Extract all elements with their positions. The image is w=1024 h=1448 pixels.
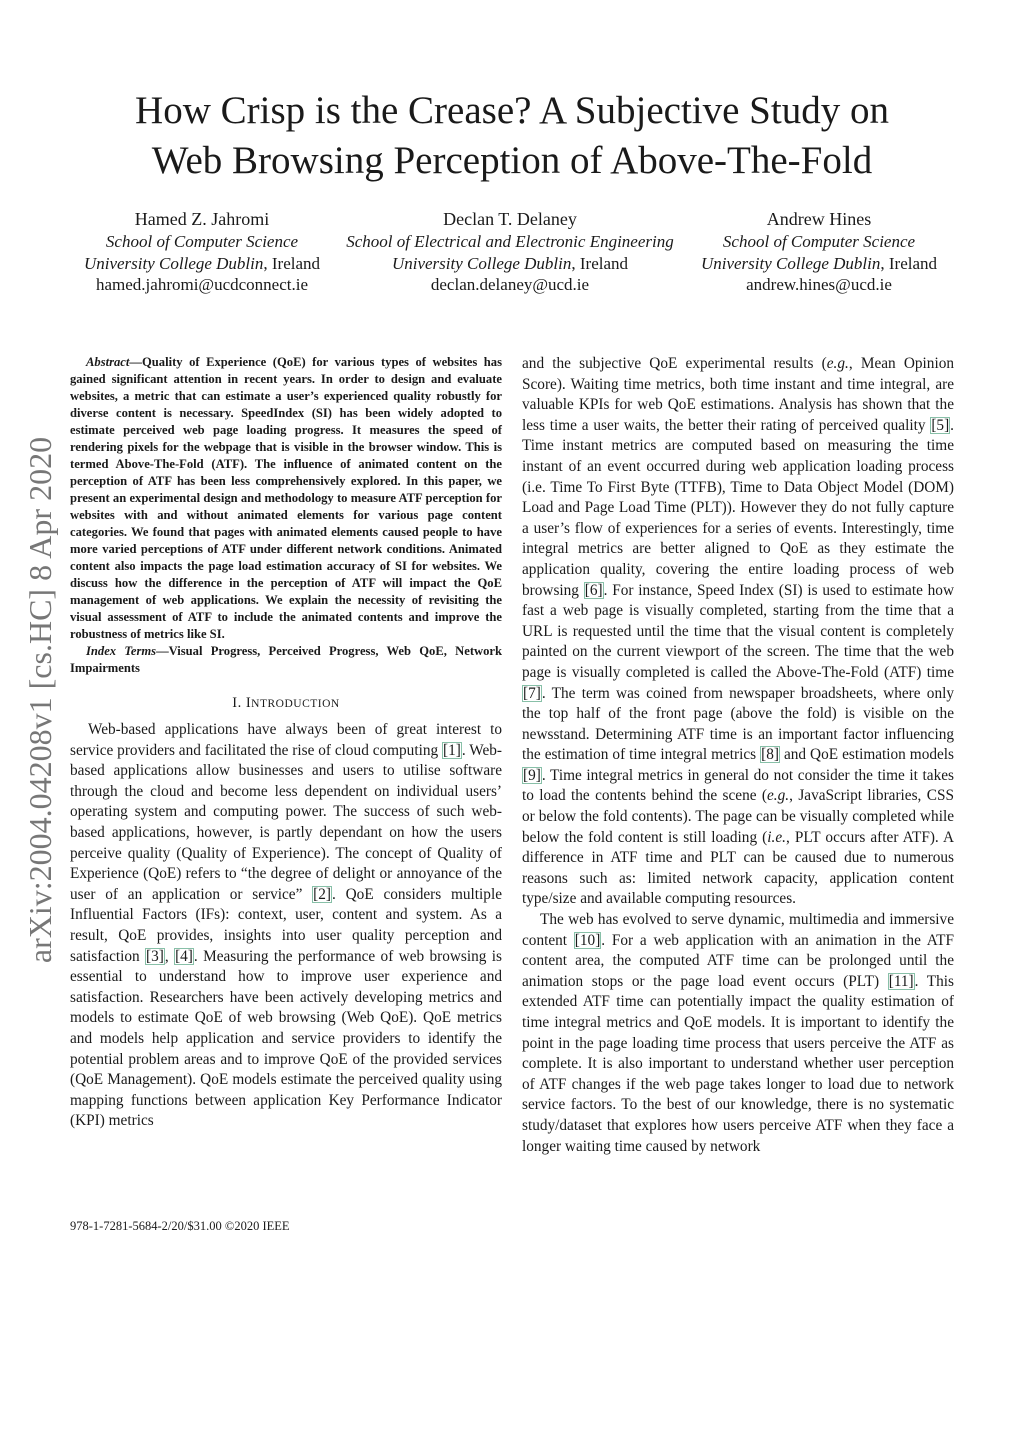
author-block-1: [62, 207, 342, 296]
text-run: . This extended ATF time can potentially impact the quality estimation of time integral metrics and QoE models. It is important to identify the point in the page loading time process that users perceive the ATF as complete. It is also important to understand whether user perception of ATF changes if the web page takes longer to load due to network service factors. To the best of our knowledge, there is no systematic study/dataset that explores how users perceive ATF when they face a longer waiting time caused by network: [522, 972, 954, 1155]
text-run: , Mean Opinion Score). Waiting time metrics, both time instant and time integral, are valuable KPIs for web QoE estimations. Analysis has shown that the less time a user waits, the better their rating of perceived quality: [522, 355, 955, 434]
author-country: , Ireland: [571, 253, 629, 273]
intro-paragraph-1: [70, 720, 502, 1132]
text-run: and QoE estimation models: [779, 746, 954, 764]
author-block-3: [686, 207, 952, 296]
author-name: Declan T. Delaney: [443, 209, 577, 229]
text-run: . The term was coined from newspaper broadsheets, where only the top half of the front page (above the fold) is visible on the newsstand. Determining ATF time is an important factor influencing the estimation of time integral metrics: [522, 684, 954, 764]
text-run: e.g.: [826, 355, 849, 372]
section-heading-introduction: [70, 695, 502, 712]
section-number: I. I: [232, 695, 252, 711]
citation-link[interactable]: [2]: [313, 885, 332, 903]
author-name: Andrew Hines: [766, 209, 872, 229]
text-run: e.g.: [767, 787, 790, 805]
author-dept: School of Electrical and Electronic Engineering: [346, 232, 674, 251]
citation-link[interactable]: [10]: [574, 931, 601, 949]
citation-link[interactable]: [1]: [442, 741, 461, 759]
text-run: . QoE considers multiple Influential Factors (IFs): context, user, content and system. As a result, QoE provides, insights into user quality perception and satisfaction: [70, 885, 502, 965]
author-name: Hamed Z. Jahromi: [134, 209, 270, 229]
citation-link[interactable]: [7]: [523, 684, 541, 702]
text-run: . Web-based applications allow businesses and users to utilise software through the cloud and become less dependent on individual users’ operating system and computing power. The success of such web-based applications, however, is partly dependant on how the users perceive quality (Quality of Experience). The concept of Quality of Experience (QoE) refers to “the degree of delight or annoyance of the user of an application or service”: [70, 741, 502, 903]
citation-link[interactable]: [9]: [523, 766, 541, 784]
title-line-2: Web Browsing Perception of Above-The-Fold: [151, 139, 873, 182]
text-run: , JavaScript libraries, CSS or below the fold contents). The page can be visually completed while below the fold content is still loading (: [522, 787, 954, 846]
text-run: . For a web application with an animation in the ATF content area, the computed ATF time can be prolonged until the animation stops or the page load event occurs (PLT): [522, 931, 954, 990]
author-email[interactable]: hamed.jahromi@ucdconnect.ie: [95, 275, 309, 294]
author-dept: School of Computer Science: [105, 232, 299, 251]
citation-link[interactable]: [8]: [761, 746, 779, 764]
author-country: , Ireland: [880, 253, 938, 273]
author-university: University College Dublin: [700, 253, 881, 273]
index-terms: [70, 643, 502, 677]
citation-link[interactable]: [3]: [146, 947, 164, 965]
text-run: . For instance, Speed Index (SI) is used to estimate how fast a web page is visually completed, starting from the time that a URL is requested until the time that the visual content is completely painted on the current viewport of the screen. The time that the web page is visually completed is called the Above-The-Fold (ATF) time: [522, 581, 954, 681]
intro-paragraph-2: [522, 910, 954, 1157]
left-column: [70, 354, 502, 1132]
text-run: i.e.: [767, 828, 786, 846]
author-email[interactable]: andrew.hines@ucd.ie: [746, 275, 892, 294]
index-terms-label: Index Terms: [86, 644, 157, 658]
text-run: . Time instant metrics are computed based on measuring the time instant of an event occurred during web application loading process (i.e. Time To First Byte (TTFB), Time to Data Object Model (DOM) Load and Page Load Time (PLT)). However they do not fully capture a user’s flow of experiences for a series of events. Interestingly, time integral metrics are better aligned to QoE as they estimate the application quality, covering the entire loading process of web browsing: [522, 416, 954, 599]
author-country: , Ireland: [263, 253, 321, 273]
arxiv-identifier[interactable]: arXiv:2004.04208v1 [cs.HC] 8 Apr 2020: [22, 436, 58, 964]
text-run: , PLT occurs after ATF). A difference in ATF time and PLT can be caused due to numerous reasons such as: limited network capacity, application content type/size and available computing resources.: [522, 828, 954, 908]
citation-link[interactable]: [4]: [175, 947, 193, 965]
index-terms-text: —Visual Progress, Perceived Progress, Web QoE, Network Impairments: [70, 644, 502, 675]
author-university: University College Dublin: [391, 253, 572, 273]
abstract-label: Abstract: [86, 355, 130, 369]
intro-paragraph-1-continued: [522, 354, 954, 910]
text-run: ,: [164, 947, 175, 965]
paper-title: [60, 86, 964, 186]
text-run: The web has evolved to serve dynamic, multimedia and immersive content: [522, 911, 954, 949]
author-block-2: [330, 207, 690, 296]
text-run: . Measuring the performance of web browsing is essential to understand how to improve user experience and satisfaction. Researchers have been actively developing metrics and models to estimate QoE of web browsing (Web QoE). QoE metrics and models help application and service providers to identify the potential problem areas and to improve QoE of the provided services (QoE Management). QoE models estimate the perceived quality using mapping functions between application Key Performance Indicator (KPI) metrics: [70, 947, 502, 1130]
title-line-1: How Crisp is the Crease? A Subjective Study on: [135, 89, 889, 132]
text-run: . Time integral metrics in general do not consider the time it takes to load the contents behind the scene (: [522, 766, 954, 805]
author-affiliation: [62, 253, 342, 275]
text-run: Web-based applications have always been of great interest to service providers and facilitated the rise of cloud computing: [70, 721, 502, 759]
citation-link[interactable]: [5]: [931, 416, 950, 434]
section-title: NTRODUCTION: [251, 698, 340, 710]
author-affiliation: [330, 253, 690, 275]
author-affiliation: [686, 253, 952, 275]
abstract-text: —Quality of Experience (QoE) for various types of websites has gained significant attention in recent years. In order to design and evaluate websites, a metric that can estimate a user’s experienced quality robustly for diverse content is necessary. SpeedIndex (SI) has been widely adopted to estimate perceived web page loading progress. It measures the speed of rendering pixels for the webpage that is visible in the browser window. This is termed Above-The-Fold (ATF). The influence of animated content on the perception of ATF has been less comprehensively explored. In this paper, we present an experimental design and methodology to measure ATF perception for websites with and without animated elements for various page content categories. We found that pages with animated elements caused people to have more varied perceptions of ATF under different network conditions. Animated content also impacts the page load estimation accuracy of SI for websites. We discuss how the difference in the perception of ATF will impact the QoE management of web applications. We explain the necessity of revisiting the visual assessment of ATF to include the animated contents and improve the robustness of metrics like SI.: [70, 355, 502, 641]
right-column: [522, 354, 954, 1157]
copyright-footer: 978-1-7281-5684-2/20/$31.00 ©2020 IEEE: [70, 1219, 290, 1233]
abstract: [70, 354, 502, 643]
citation-link[interactable]: [6]: [584, 581, 603, 599]
author-university: University College Dublin: [83, 253, 264, 273]
text-run: and the subjective QoE experimental results (: [522, 355, 827, 372]
citation-link[interactable]: [11]: [888, 972, 914, 990]
author-email[interactable]: declan.delaney@ucd.ie: [430, 275, 590, 294]
author-dept: School of Computer Science: [722, 232, 916, 251]
